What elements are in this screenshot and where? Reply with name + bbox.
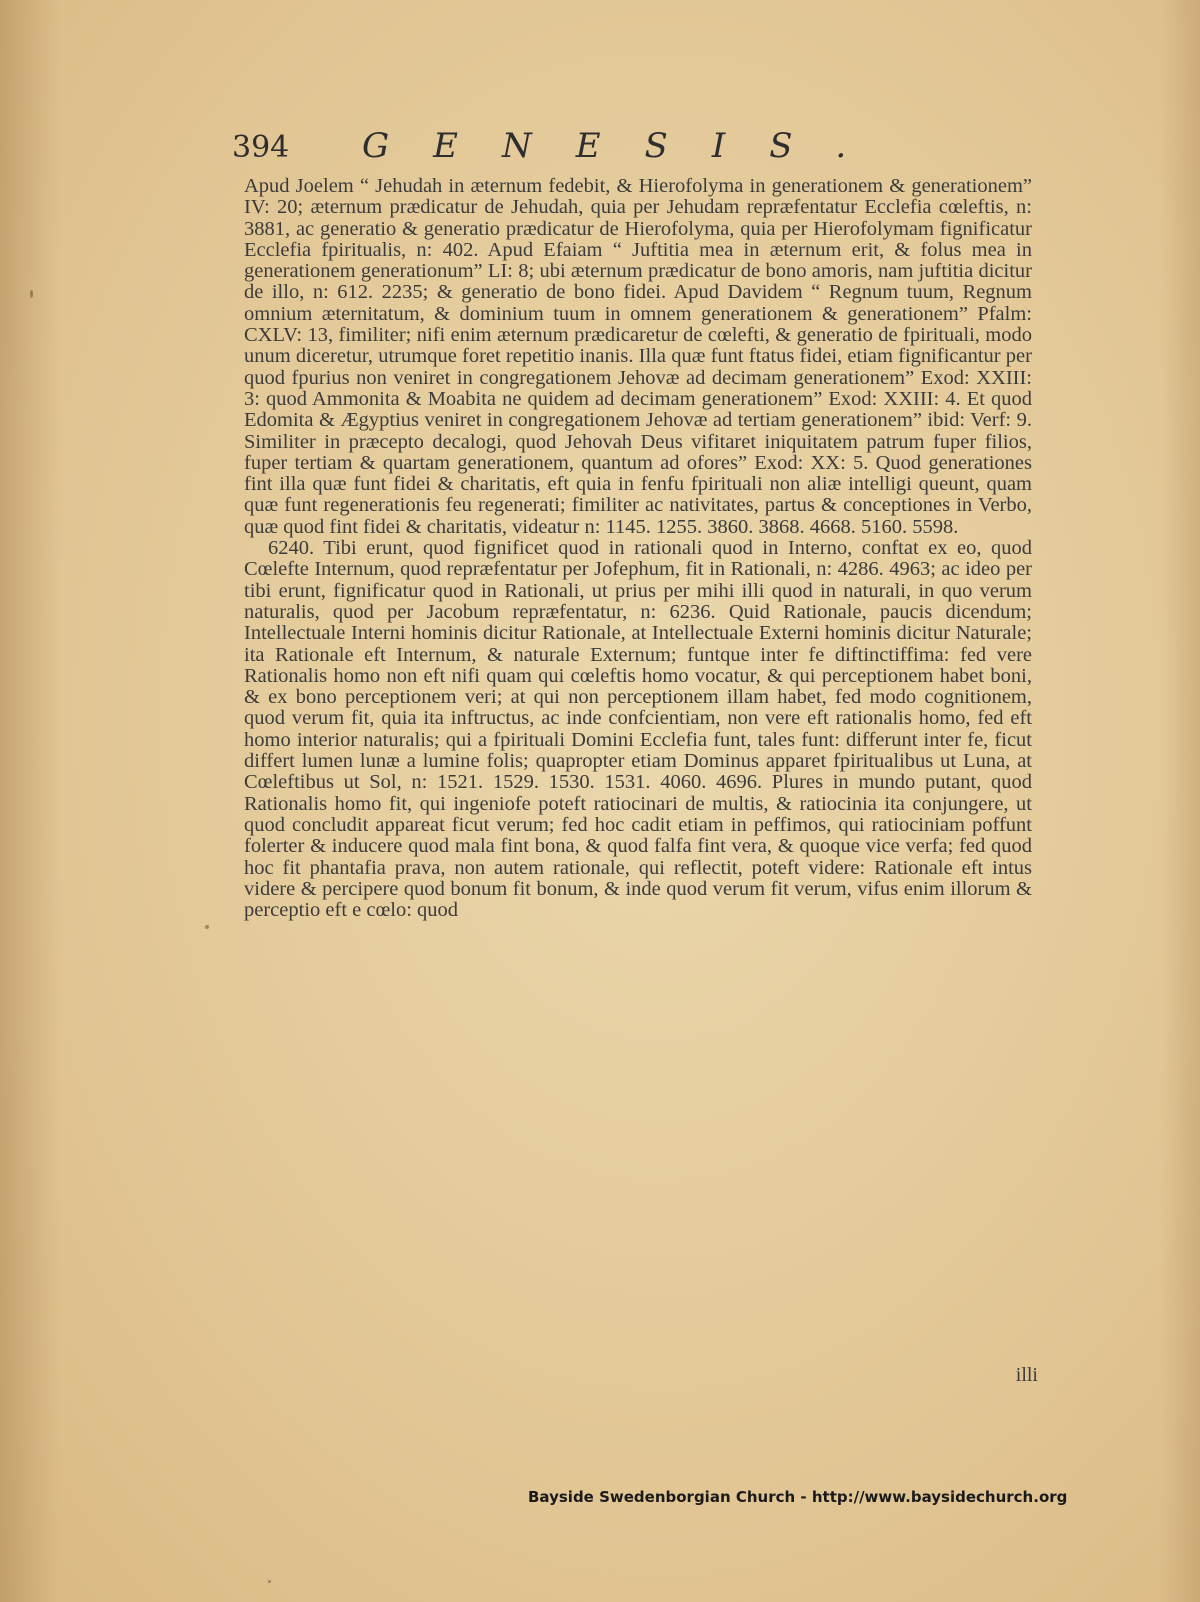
page-header: [232, 126, 1032, 176]
binding-shadow: [0, 0, 60, 1602]
paragraph-2: 6240. Tibi erunt, quod fignificet quod in rationali quod in Interno, conftat ex eo, quod Cœlefte Internum, quod repræfentatur per Jofephum, fit in Rationali, n: 4286. 4963; ac ideo per tibi erunt, fignificatur quod in Rationali, ut prius per mihi illi quod in naturali, in quo verum naturalis, quod per Jacobum repræfentatur, n: 6236. Quid Rationale, paucis dicendum; Intellectuale Interni hominis dicitur Rationale, at Intellectuale Externi hominis dicitur Naturale; ita Rationale eft Internum, & naturale Externum; funtque inter fe diftinctiffima: fed vere Rationalis homo non eft nifi quam qui cœleftis homo vocatur, & qui perceptionem habet boni, & ex bono perceptionem veri; at qui non perceptionem illam habet, fed modo cognitionem, quod verum fit, quia ita inftructus, ac inde confcientiam, non vere eft rationalis homo, fed eft homo interior naturalis; qui a fpirituali Domini Ecclefia funt, tales funt: differunt inter fe, ficut differt lumen lunæ a lumine folis; quapropter etiam Dominus apparet fpiritualibus ut Luna, at Cœleftibus ut Sol, n: 1521. 1529. 1530. 1531. 4060. 4696. Plures in mundo putant, quod Rationalis homo fit, qui ingeniofe poteft ratiocinari de multis, & ratiocinia ita conjungere, ut quod concludit appareat ficut verum; fed hoc cadit etiam in peffimos, qui ratiociniam poffunt folerter & inducere quod mala fint bona, & quod falfa fint vera, & quoque vice verfa; fed quod hoc fit phantafia prava, non autem rationale, qui reflectit, poteft videre: Rationale eft intus videre & percipere quod bonum fit bonum, & inde quod verum fit verum, vifus enim illorum & perceptio eft e cœlo: quod: [244, 537, 1032, 922]
paper-speck: [268, 1580, 271, 1583]
footer-watermark: Bayside Swedenborgian Church - http://www.baysidechurch.org: [528, 1488, 1068, 1506]
page-edge-shadow: [1160, 0, 1200, 1602]
running-title: GENESIS.: [362, 126, 891, 166]
catchword: illi: [1015, 1364, 1038, 1386]
paper-speck: [205, 925, 209, 929]
paragraph-1: Apud Joelem “ Jehudah in æternum fedebit, & Hierofolyma in generationem & generationem” IV: 20; æternum prædicatur de Jehudah, quia per Jehudam repræfentatur Ecclefia cœleftis, n: 3881, ac generatio & generatio prædicatur de Hierofolyma, quia per Hierofolymam fignificatur Ecclefia fpiritualis, n: 402. Apud Efaiam “ Juftitia mea in æternum erit, & folus mea in generationem generationum” LI: 8; ubi æternum prædicatur de bono amoris, nam juftitia dicitur de illo, n: 612. 2235; & generatio de bono fidei. Apud Davidem “ Regnum tuum, Regnum omnium æternitatum, & dominium tuum in omnem generationem & generationem” Pfalm: CXLV: 13, fimiliter; nifi enim æternum prædicaretur de cœlefti, & generatio de fpirituali, modo unum diceretur, utrumque foret repetitio inanis. Illa quæ funt ftatus fidei, etiam fignificantur per quod fpurius non veniret in congregationem Jehovæ ad decimam generationem” Exod: XXIII: 3: quod Ammonita & Moabita ne quidem ad decimam generationem” Exod: XXIII: 4. Et quod Edomita & Ægyptius veniret in congregationem Jehovæ ad tertiam generationem” ibid: Verf: 9. Similiter in præcepto decalogi, quod Jehovah Deus vifitaret iniquitatem patrum fuper filios, fuper tertiam & quartam generationem, quantum ad ofores” Exod: XX: 5. Quod generationes fint illa quæ funt fidei & charitatis, eft quia in fenfu fpirituali non aliæ intelligi queunt, quam quæ funt regenerationis feu regenerati; fimiliter ac nativitates, partus & conceptiones in Verbo, quæ quod fint fidei & charitatis, videatur n: 1145. 1255. 3860. 3868. 4668. 5160. 5598.: [244, 175, 1032, 538]
paper-speck: [30, 290, 33, 298]
body-text: [244, 176, 1032, 921]
page-number: 394: [232, 130, 290, 165]
